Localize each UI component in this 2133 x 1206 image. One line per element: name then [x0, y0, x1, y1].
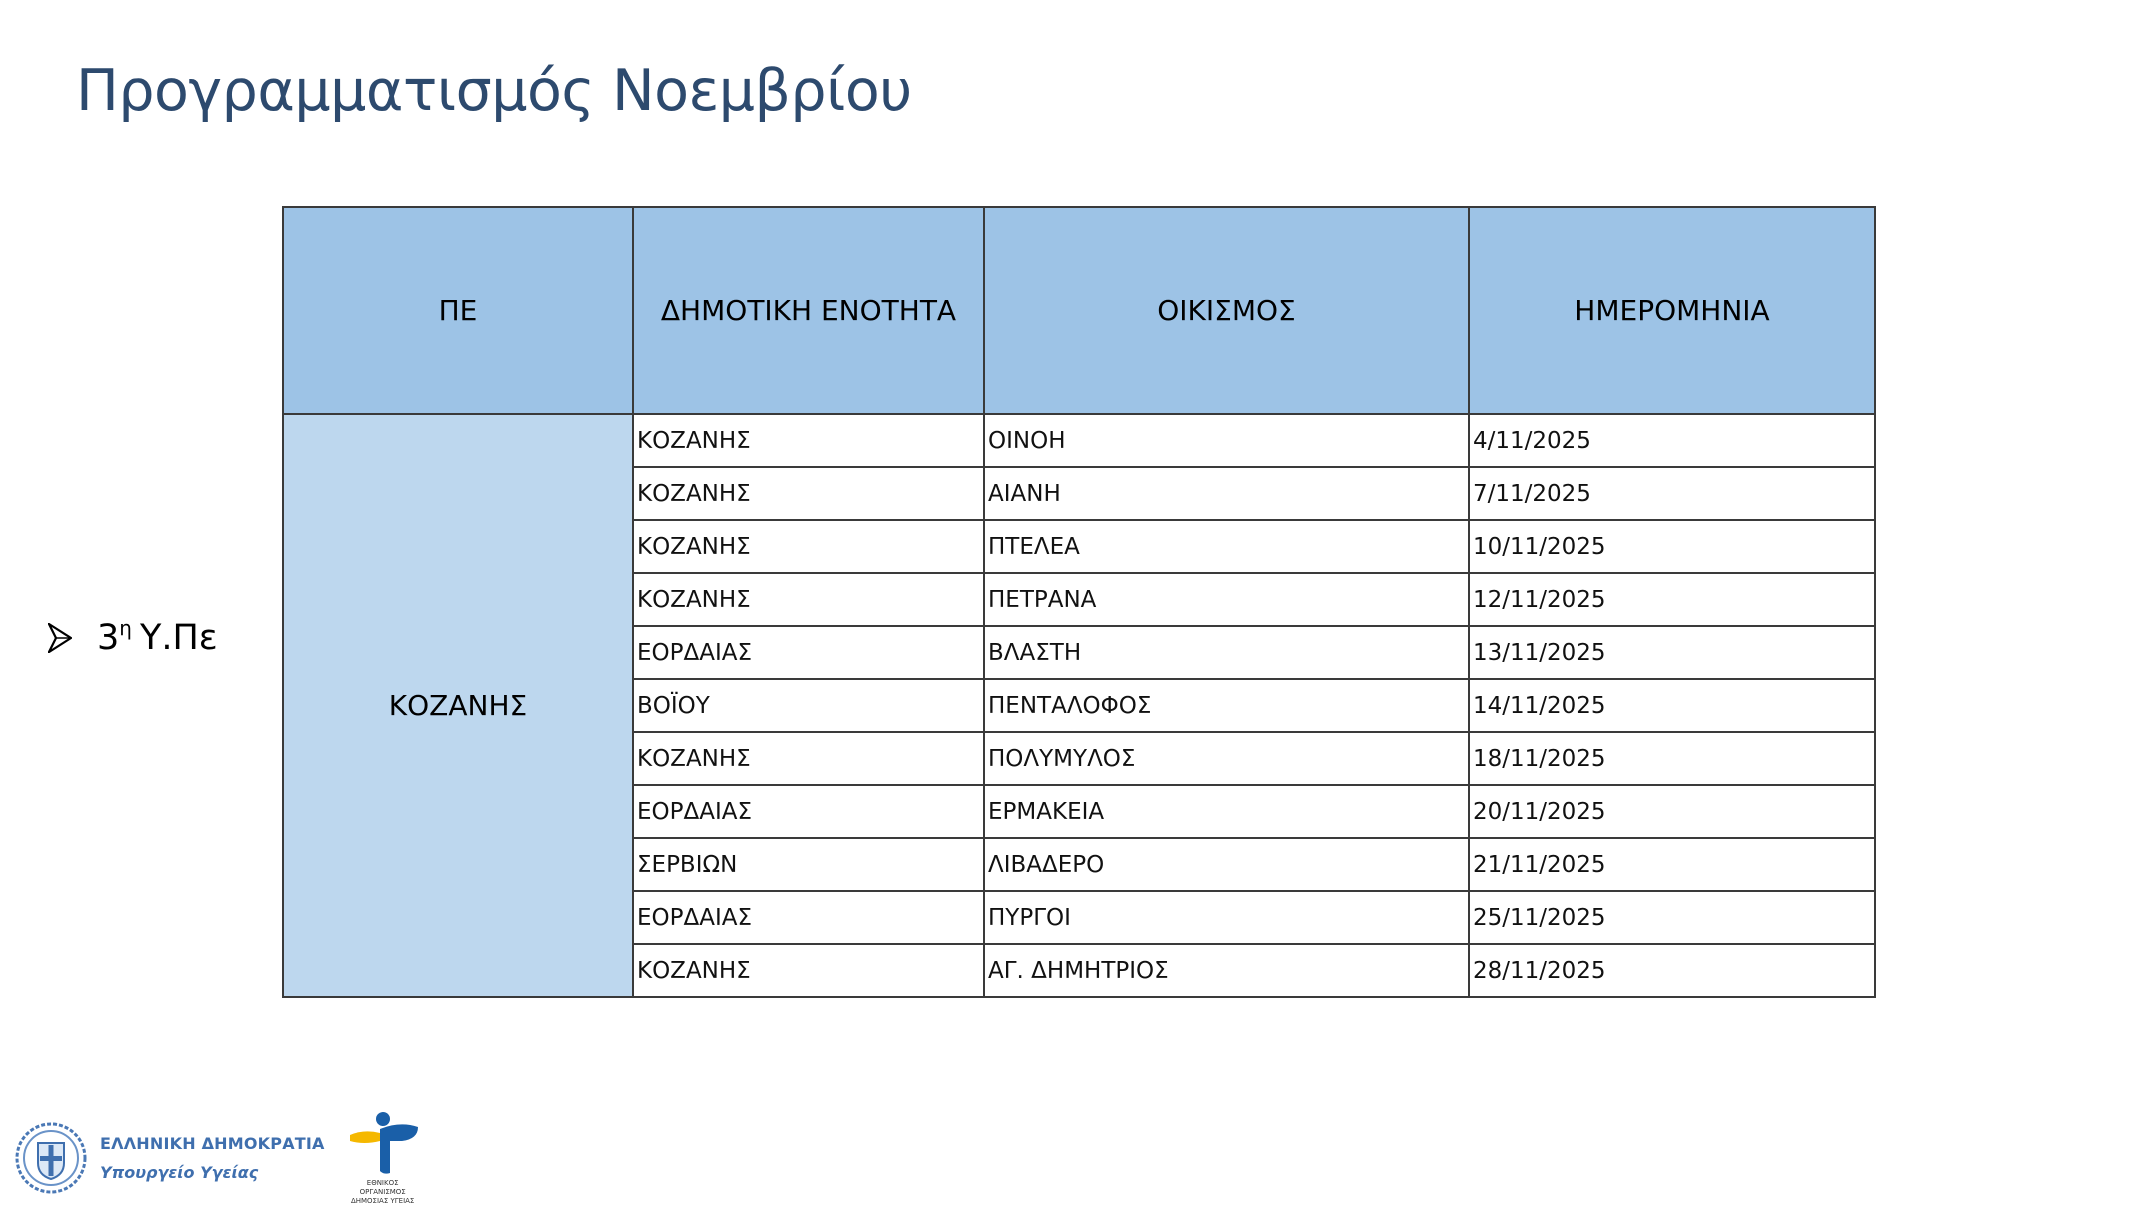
- settlement-cell: ΟΙΝΟΗ: [984, 414, 1469, 467]
- bullet-text: Υ.Πε: [139, 618, 218, 658]
- eody-line1: ΕΘΝΙΚΟΣ ΟΡΓΑΝΙΣΜΟΣ: [359, 1178, 406, 1196]
- date-cell: 13/11/2025: [1469, 626, 1875, 679]
- schedule-table: [282, 206, 1876, 998]
- region-bullet: [48, 618, 218, 658]
- municipal-unit-cell: ΒΟΪΟΥ: [633, 679, 984, 732]
- date-cell: 4/11/2025: [1469, 414, 1875, 467]
- settlement-cell: ΕΡΜΑΚΕΙΑ: [984, 785, 1469, 838]
- municipal-unit-cell: ΣΕΡΒΙΩΝ: [633, 838, 984, 891]
- table-row: [283, 414, 1875, 467]
- eody-line2: ΔΗΜΟΣΙΑΣ ΥΓΕΙΑΣ: [350, 1196, 415, 1205]
- municipal-unit-cell: ΕΟΡΔΑΙΑΣ: [633, 891, 984, 944]
- date-cell: 7/11/2025: [1469, 467, 1875, 520]
- settlement-cell: ΠΥΡΓΟΙ: [984, 891, 1469, 944]
- municipal-unit-cell: ΚΟΖΑΝΗΣ: [633, 467, 984, 520]
- date-cell: 10/11/2025: [1469, 520, 1875, 573]
- settlement-cell: ΑΓ. ΔΗΜΗΤΡΙΟΣ: [984, 944, 1469, 997]
- header-pe: ΠΕ: [283, 207, 633, 414]
- municipal-unit-cell: ΕΟΡΔΑΙΑΣ: [633, 785, 984, 838]
- bullet-superscript: η: [119, 616, 132, 640]
- municipal-unit-cell: ΚΟΖΑΝΗΣ: [633, 520, 984, 573]
- gov-line1: ΕΛΛΗΝΙΚΗ ΔΗΜΟΚΡΑΤΙΑ: [100, 1134, 325, 1153]
- municipal-unit-cell: ΕΟΡΔΑΙΑΣ: [633, 626, 984, 679]
- date-cell: 28/11/2025: [1469, 944, 1875, 997]
- header-settlement: ΟΙΚΙΣΜΟΣ: [984, 207, 1469, 414]
- government-logo-text: [100, 1134, 325, 1182]
- date-cell: 21/11/2025: [1469, 838, 1875, 891]
- footer-logos: [14, 1118, 423, 1205]
- settlement-cell: ΠΟΛΥΜΥΛΟΣ: [984, 732, 1469, 785]
- greek-republic-emblem-icon: [14, 1121, 88, 1195]
- arrow-bullet-icon: [48, 623, 72, 653]
- date-cell: 12/11/2025: [1469, 573, 1875, 626]
- bullet-number: 3: [97, 618, 120, 658]
- settlement-cell: ΛΙΒΑΔΕΡΟ: [984, 838, 1469, 891]
- municipal-unit-cell: ΚΟΖΑΝΗΣ: [633, 944, 984, 997]
- settlement-cell: ΒΛΑΣΤΗ: [984, 626, 1469, 679]
- header-municipal-unit: ΔΗΜΟΤΙΚΗ ΕΝΟΤΗΤΑ: [633, 207, 984, 414]
- date-cell: 20/11/2025: [1469, 785, 1875, 838]
- settlement-cell: ΠΤΕΛΕΑ: [984, 520, 1469, 573]
- settlement-cell: ΑΙΑΝΗ: [984, 467, 1469, 520]
- eody-text: [343, 1179, 423, 1206]
- region-cell: ΚΟΖΑΝΗΣ: [283, 414, 633, 997]
- eody-logo-icon: [344, 1111, 422, 1177]
- table-header-row: [283, 207, 1875, 414]
- settlement-cell: ΠΕΤΡΑΝΑ: [984, 573, 1469, 626]
- municipal-unit-cell: ΚΟΖΑΝΗΣ: [633, 414, 984, 467]
- date-cell: 14/11/2025: [1469, 679, 1875, 732]
- settlement-cell: ΠΕΝΤΑΛΟΦΟΣ: [984, 679, 1469, 732]
- header-date: ΗΜΕΡΟΜΗΝΙΑ: [1469, 207, 1875, 414]
- date-cell: 25/11/2025: [1469, 891, 1875, 944]
- date-cell: 18/11/2025: [1469, 732, 1875, 785]
- page-title: Προγραμματισμός Νοεμβρίου: [76, 58, 912, 124]
- municipal-unit-cell: ΚΟΖΑΝΗΣ: [633, 573, 984, 626]
- municipal-unit-cell: ΚΟΖΑΝΗΣ: [633, 732, 984, 785]
- gov-line2: Υπουργείο Υγείας: [100, 1163, 259, 1182]
- eody-logo: [343, 1111, 423, 1206]
